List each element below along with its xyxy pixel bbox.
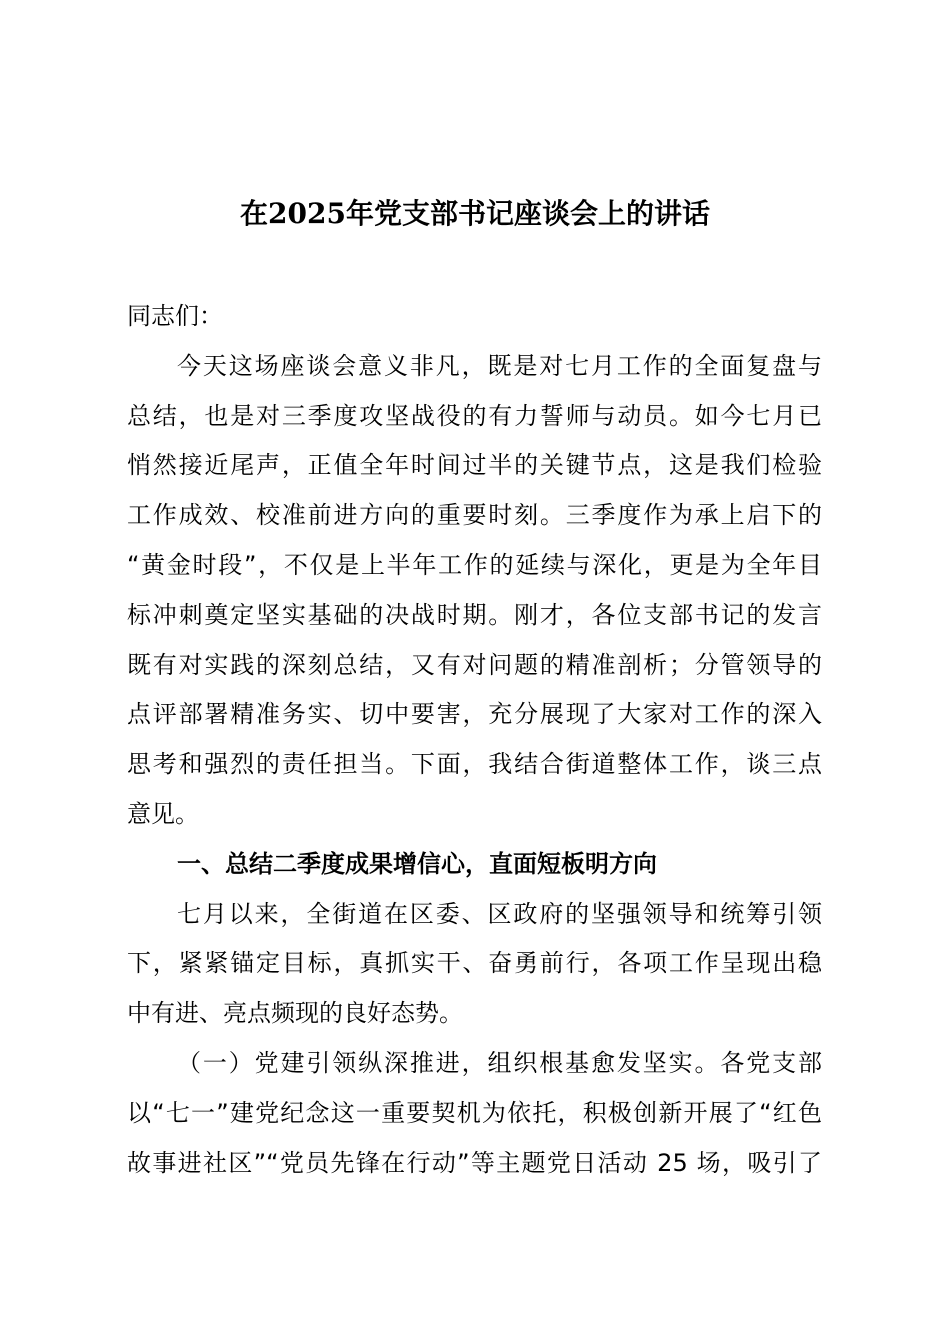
paragraph-line: 故事进社区”“党员先锋在行动”等主题党日活动 25 场，吸引了 xyxy=(127,1148,822,1177)
paragraph-line: 中有进、亮点频现的良好态势。 xyxy=(127,999,463,1028)
paragraph-line: 思考和强烈的责任担当。下面，我结合街道整体工作，谈三点 xyxy=(127,750,822,779)
paragraph-line: 下，紧紧锚定目标，真抓实干、奋勇前行，各项工作呈现出稳 xyxy=(127,949,822,978)
paragraph-line: 既有对实践的深刻总结，又有对问题的精准剖析；分管领导的 xyxy=(127,650,822,679)
paragraph-line: 悄然接近尾声，正值全年时间过半的关键节点，这是我们检验 xyxy=(127,451,822,480)
document-title: 在2025年党支部书记座谈会上的讲话 xyxy=(240,197,710,230)
salutation: 同志们： xyxy=(127,302,223,330)
paragraph-line: 总结，也是对三季度攻坚战役的有力誓师与动员。如今七月已 xyxy=(127,401,822,430)
paragraph-line: 标冲刺奠定坚实基础的决战时期。刚才，各位支部书记的发言 xyxy=(127,600,822,629)
document-body xyxy=(127,292,822,1188)
paragraph-line: “黄金时段”，不仅是上半年工作的延续与深化，更是为全年目 xyxy=(127,550,822,579)
paragraph-line: 工作成效、校准前进方向的重要时刻。三季度作为承上启下的 xyxy=(127,501,822,530)
paragraph-line: 七月以来，全街道在区委、区政府的坚强领导和统筹引领 xyxy=(177,899,822,928)
paragraph-line: 点评部署精准务实、切中要害，充分展现了大家对工作的深入 xyxy=(127,700,822,729)
paragraph-line: 意见。 xyxy=(127,799,199,828)
paragraph-line: （一）党建引领纵深推进，组织根基愈发坚实。各党支部 xyxy=(177,1048,822,1077)
section-heading: 一、总结二季度成果增信心，直面短板明方向 xyxy=(177,849,657,878)
paragraph-line: 以“七一”建党纪念这一重要契机为依托，积极创新开展了“红色 xyxy=(127,1098,822,1127)
paragraph-line: 今天这场座谈会意义非凡，既是对七月工作的全面复盘与 xyxy=(177,351,822,380)
